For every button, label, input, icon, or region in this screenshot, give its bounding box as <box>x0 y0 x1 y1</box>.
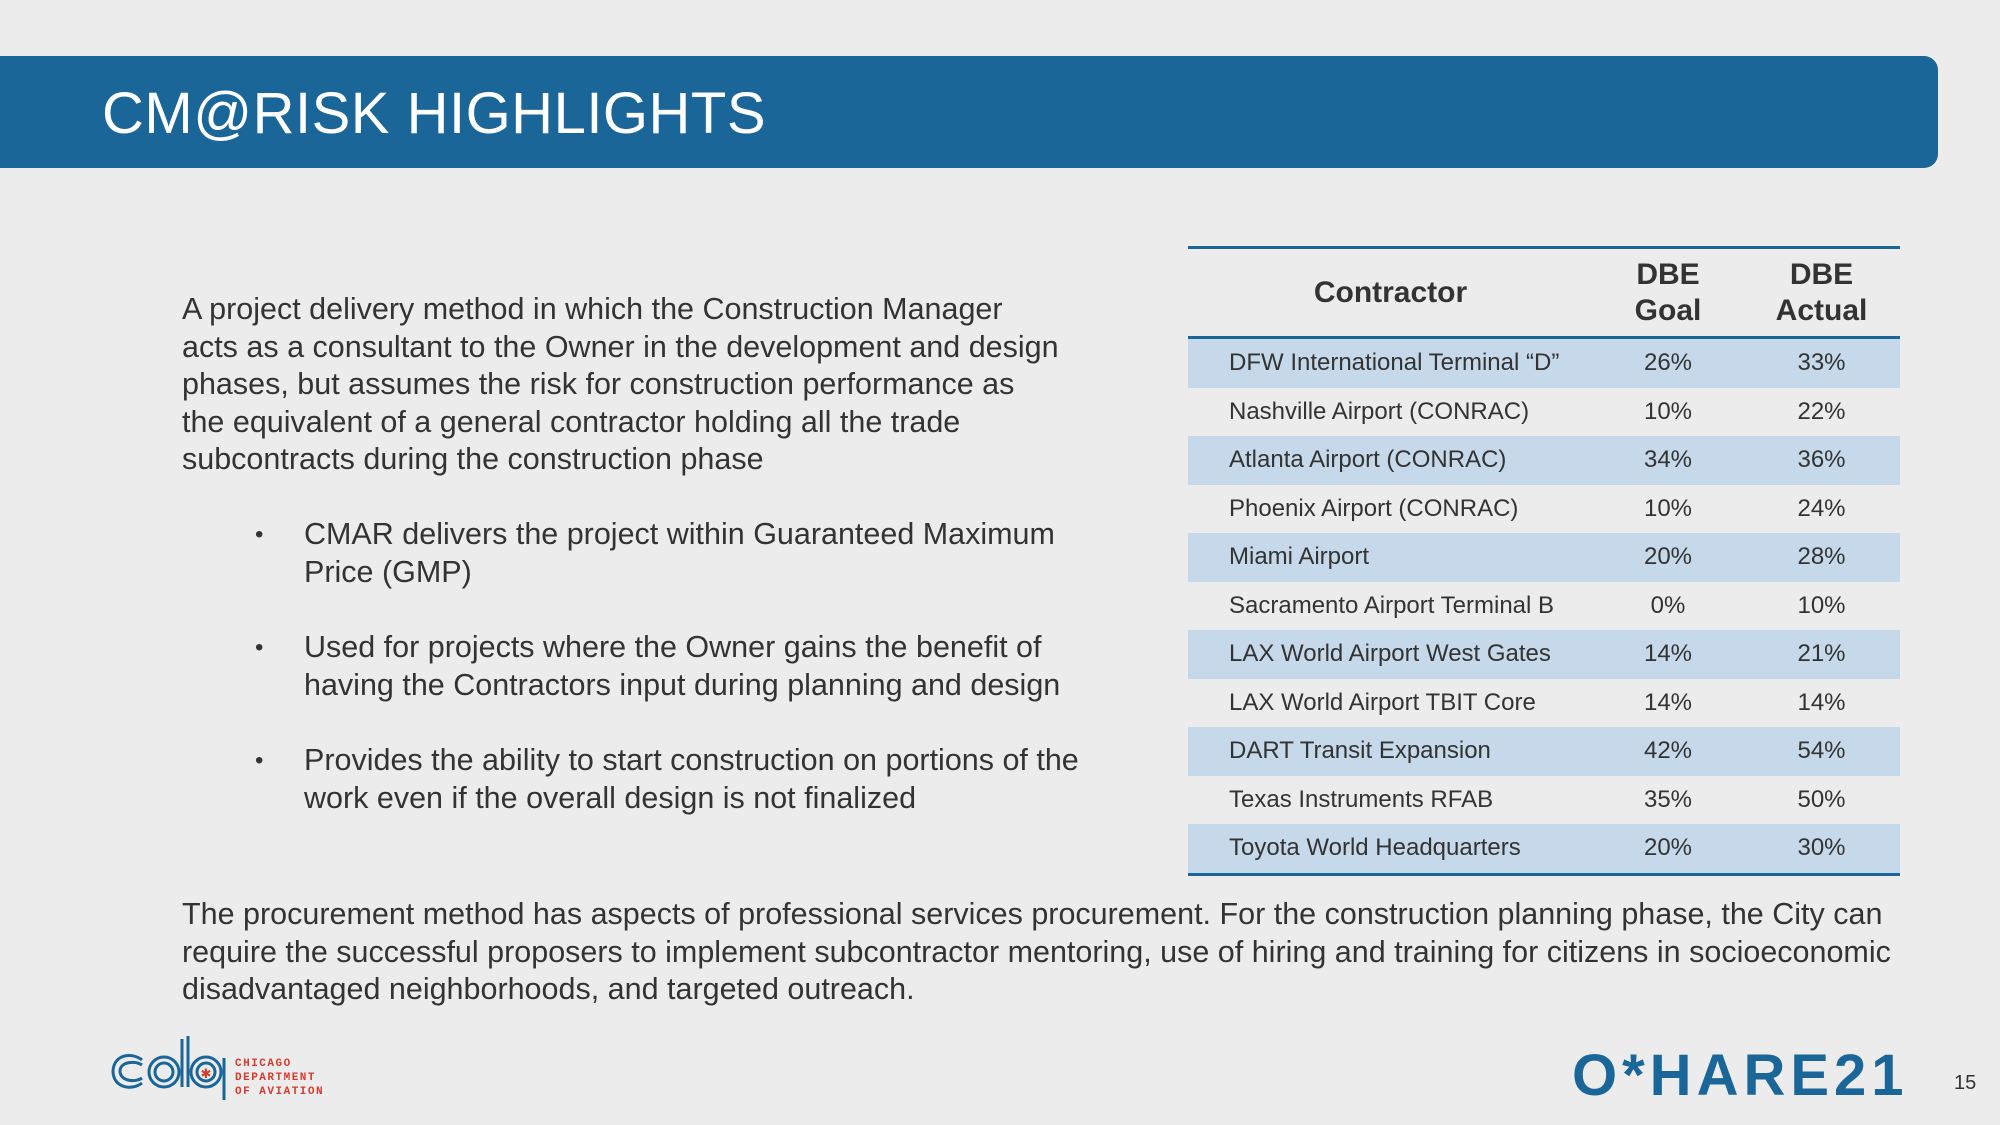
bullet-item <box>250 516 1090 591</box>
cell-dbe-actual: 22% <box>1797 397 1846 425</box>
dbe-table <box>1188 246 1900 876</box>
logo-line-chicago: CHICAGO <box>235 1058 292 1070</box>
table-row <box>1188 776 1900 825</box>
header-contractor: Contractor <box>1188 248 1593 338</box>
bullet-item <box>250 742 1090 817</box>
page-title: CM@RISK HIGHLIGHTS <box>102 81 767 146</box>
page-number: 15 <box>1954 1072 1977 1094</box>
cell-dbe-goal: 14% <box>1643 688 1693 716</box>
logo-star-icon: ✱ <box>200 1067 212 1082</box>
table-row <box>1188 727 1900 776</box>
table-row <box>1188 388 1900 437</box>
cell-contractor: DFW International Terminal “D” <box>1188 338 1593 388</box>
cell-contractor: Toyota World Headquarters <box>1188 824 1593 874</box>
cell-contractor: Texas Instruments RFAB <box>1229 785 1494 813</box>
cell-dbe-actual: 14% <box>1797 688 1846 716</box>
logo-line-aviation: OF AVIATION <box>235 1086 325 1098</box>
cell-contractor: Miami Airport <box>1188 533 1593 582</box>
bullet-list <box>250 516 1090 817</box>
logo-line-department: DEPARTMENT <box>235 1072 317 1084</box>
cell-contractor: LAX World Airport West Gates <box>1188 630 1593 679</box>
cell-dbe-actual: 30% <box>1743 824 1900 874</box>
table-row <box>1188 630 1900 679</box>
cell-dbe-actual: 24% <box>1797 494 1846 522</box>
cell-dbe-goal: 0% <box>1650 591 1686 619</box>
cell-dbe-goal: 35% <box>1643 785 1693 813</box>
table-row <box>1188 679 1900 728</box>
table-row <box>1188 436 1900 485</box>
ohare21-wordmark: O*HARE21 <box>1572 1043 1909 1107</box>
header-dbe-goal <box>1593 248 1743 338</box>
cell-dbe-goal: 20% <box>1593 533 1743 582</box>
cell-contractor: Phoenix Airport (CONRAC) <box>1229 494 1519 522</box>
cell-dbe-goal: 20% <box>1593 824 1743 874</box>
cell-dbe-actual: 54% <box>1743 727 1900 776</box>
cell-dbe-actual: 50% <box>1797 785 1846 813</box>
cell-contractor: Sacramento Airport Terminal B <box>1229 591 1555 619</box>
table-row <box>1188 824 1900 874</box>
table-row <box>1188 533 1900 582</box>
cell-contractor: DART Transit Expansion <box>1188 727 1593 776</box>
header-actual-line2: Actual <box>1775 293 1868 327</box>
ohare21-logo <box>1572 1041 1912 1107</box>
cell-contractor: Nashville Airport (CONRAC) <box>1229 397 1530 425</box>
cda-logo <box>108 1034 328 1104</box>
cell-dbe-goal: 14% <box>1593 630 1743 679</box>
header-goal-line1: DBE <box>1636 257 1700 291</box>
cell-contractor: Atlanta Airport (CONRAC) <box>1188 436 1593 485</box>
bullet-text: Used for projects where the Owner gains the benefit of having the Contractors input during planning and design <box>304 630 1061 702</box>
cell-dbe-goal: 26% <box>1593 338 1743 388</box>
header-goal-line2: Goal <box>1634 293 1702 327</box>
table-row <box>1188 485 1900 534</box>
header-actual-line1: DBE <box>1789 257 1854 291</box>
cell-dbe-actual: 33% <box>1743 338 1900 388</box>
table-header-row <box>1188 248 1900 338</box>
cell-dbe-actual: 28% <box>1743 533 1900 582</box>
header-dbe-actual <box>1743 248 1900 338</box>
cell-dbe-goal: 34% <box>1593 436 1743 485</box>
closing-paragraph: The procurement method has aspects of professional services procurement. For the construction planning phase, the City can require the successful proposers to implement subcontractor mentoring, use of hiring and training for citizens in socioeconomic disadvantaged neighborhoods, and targeted outreach. <box>182 897 1891 1006</box>
cell-dbe-goal: 10% <box>1643 494 1693 522</box>
bullet-icon: • <box>255 521 264 548</box>
cell-dbe-actual: 10% <box>1797 591 1846 619</box>
table-row <box>1188 582 1900 631</box>
bullet-text: CMAR delivers the project within Guaranteed Maximum Price (GMP) <box>304 517 1055 589</box>
cell-dbe-goal: 42% <box>1593 727 1743 776</box>
title-banner <box>0 56 1938 168</box>
bullet-item <box>250 629 1090 704</box>
cell-contractor: LAX World Airport TBIT Core <box>1229 688 1536 716</box>
bullet-icon: • <box>255 634 264 661</box>
bullet-icon: • <box>255 747 264 774</box>
cell-dbe-actual: 36% <box>1743 436 1900 485</box>
cell-dbe-actual: 21% <box>1743 630 1900 679</box>
cell-dbe-goal: 10% <box>1643 397 1693 425</box>
intro-paragraph: A project delivery method in which the Construction Manager acts as a consultant to the Owner in the development and design phases, but assumes the risk for construction performance as the equivalent of a general contractor holding all the trade subcontracts during the construction phase <box>182 292 1059 476</box>
table-row <box>1188 338 1900 388</box>
bullet-text: Provides the ability to start construction on portions of the work even if the overall design is not finalized <box>304 743 1079 815</box>
